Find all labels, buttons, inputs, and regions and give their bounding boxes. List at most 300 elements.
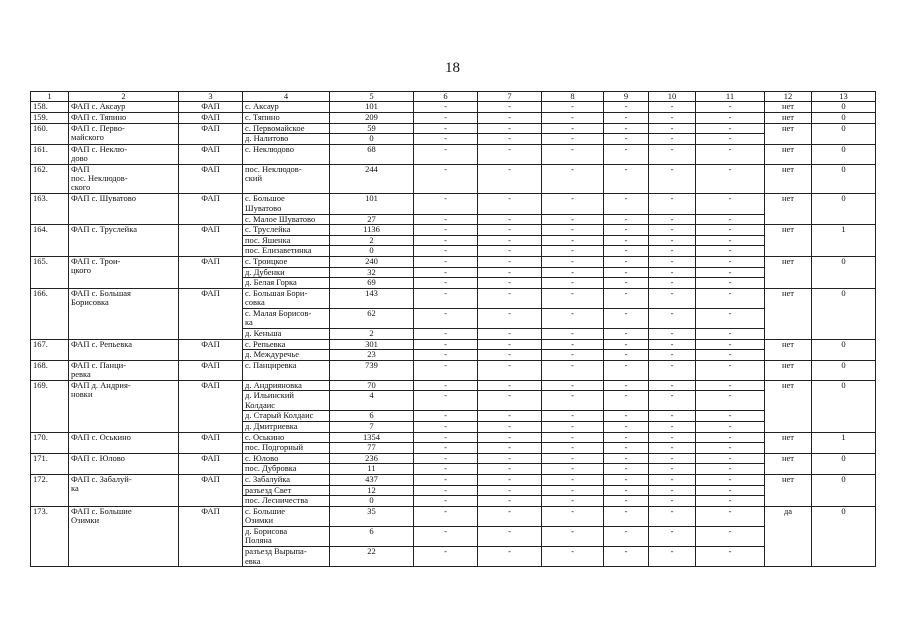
population: 6 [330, 527, 414, 547]
settlement-name: разъезд Свет [243, 485, 330, 496]
dash-cell: - [414, 485, 478, 496]
settlement-name: с. Забалуйка [243, 475, 330, 486]
dash-cell: - [542, 288, 604, 308]
dash-cell: - [604, 288, 649, 308]
dash-cell: - [649, 391, 696, 411]
dash-cell: - [542, 278, 604, 289]
dash-cell: - [478, 144, 542, 164]
dash-cell: - [478, 102, 542, 113]
dash-cell: - [604, 453, 649, 464]
table-row [31, 164, 876, 194]
dash-cell: - [696, 422, 765, 433]
dash-cell: - [414, 380, 478, 391]
dash-cell: - [604, 350, 649, 361]
dash-cell: - [542, 380, 604, 391]
dash-cell: - [649, 235, 696, 246]
population: 0 [330, 134, 414, 145]
dash-cell: - [478, 134, 542, 145]
fap-name: ФАП с. Большая Борисовка [69, 288, 179, 339]
population: 437 [330, 475, 414, 486]
dash-cell: - [414, 453, 478, 464]
dash-cell: - [649, 547, 696, 567]
dash-cell: - [696, 164, 765, 194]
dash-cell: - [542, 411, 604, 422]
population: 101 [330, 194, 414, 214]
column-13-value: 0 [812, 360, 876, 380]
population: 22 [330, 547, 414, 567]
dash-cell: - [542, 360, 604, 380]
dash-cell: - [696, 360, 765, 380]
column-12-value: нет [765, 194, 812, 225]
settlement-name: с. Большое Шуватово [243, 194, 330, 214]
population: 244 [330, 164, 414, 194]
row-number: 163. [31, 194, 69, 225]
dash-cell: - [542, 123, 604, 134]
dash-cell: - [414, 527, 478, 547]
column-12-value: нет [765, 380, 812, 432]
dash-cell: - [604, 235, 649, 246]
facility-type: ФАП [179, 475, 243, 507]
dash-cell: - [478, 350, 542, 361]
population: 68 [330, 144, 414, 164]
dash-cell: - [696, 475, 765, 486]
table-row [31, 380, 876, 391]
facility-type: ФАП [179, 380, 243, 432]
dash-cell: - [542, 506, 604, 526]
column-header: 9 [604, 92, 649, 102]
dash-cell: - [696, 288, 765, 308]
dash-cell: - [414, 288, 478, 308]
dash-cell: - [478, 113, 542, 124]
column-12-value: нет [765, 144, 812, 164]
dash-cell: - [649, 267, 696, 278]
dash-cell: - [649, 225, 696, 236]
dash-cell: - [604, 411, 649, 422]
dash-cell: - [414, 134, 478, 145]
dash-cell: - [696, 134, 765, 145]
dash-cell: - [696, 214, 765, 225]
row-number: 173. [31, 506, 69, 567]
population: 2 [330, 329, 414, 340]
settlement-name: д. Дмитриевка [243, 422, 330, 433]
dash-cell: - [542, 235, 604, 246]
dash-cell: - [414, 391, 478, 411]
dash-cell: - [649, 214, 696, 225]
facility-type: ФАП [179, 432, 243, 453]
dash-cell: - [696, 350, 765, 361]
table-row [31, 102, 876, 113]
dash-cell: - [696, 411, 765, 422]
dash-cell: - [478, 453, 542, 464]
table-body [31, 92, 876, 567]
facility-type: ФАП [179, 102, 243, 113]
settlement-name: пос. Неклюдов- ский [243, 164, 330, 194]
population: 209 [330, 113, 414, 124]
dash-cell: - [696, 506, 765, 526]
dash-cell: - [649, 256, 696, 267]
column-header: 11 [696, 92, 765, 102]
dash-cell: - [542, 113, 604, 124]
dash-cell: - [696, 278, 765, 289]
settlement-name: разъезд Вырыпа- евка [243, 547, 330, 567]
dash-cell: - [604, 134, 649, 145]
dash-cell: - [649, 464, 696, 475]
column-13-value: 0 [812, 288, 876, 339]
population: 6 [330, 411, 414, 422]
dash-cell: - [696, 527, 765, 547]
dash-cell: - [696, 113, 765, 124]
facility-type: ФАП [179, 194, 243, 225]
settlement-name: с. Большие Озимки [243, 506, 330, 526]
dash-cell: - [542, 102, 604, 113]
table-row [31, 453, 876, 464]
dash-cell: - [542, 485, 604, 496]
population: 12 [330, 485, 414, 496]
dash-cell: - [542, 443, 604, 454]
dash-cell: - [478, 278, 542, 289]
dash-cell: - [604, 102, 649, 113]
dash-cell: - [604, 496, 649, 507]
dash-cell: - [604, 256, 649, 267]
settlement-name: д. Налитово [243, 134, 330, 145]
dash-cell: - [542, 422, 604, 433]
dash-cell: - [478, 506, 542, 526]
dash-cell: - [604, 485, 649, 496]
dash-cell: - [696, 453, 765, 464]
dash-cell: - [696, 485, 765, 496]
fap-name: ФАП с. Оськино [69, 432, 179, 453]
dash-cell: - [649, 527, 696, 547]
column-header: 2 [69, 92, 179, 102]
dash-cell: - [604, 308, 649, 328]
dash-cell: - [542, 527, 604, 547]
row-number: 170. [31, 432, 69, 453]
column-13-value: 1 [812, 225, 876, 257]
dash-cell: - [696, 547, 765, 567]
dash-cell: - [604, 547, 649, 567]
dash-cell: - [478, 475, 542, 486]
column-13-value: 0 [812, 144, 876, 164]
column-13-value: 0 [812, 506, 876, 567]
dash-cell: - [414, 350, 478, 361]
column-13-value: 0 [812, 380, 876, 432]
dash-cell: - [696, 308, 765, 328]
row-number: 160. [31, 123, 69, 144]
row-number: 166. [31, 288, 69, 339]
table-row [31, 475, 876, 486]
population: 4 [330, 391, 414, 411]
header-row [31, 92, 876, 102]
dash-cell: - [604, 391, 649, 411]
fap-name: ФАП д. Андрия- новки [69, 380, 179, 432]
dash-cell: - [414, 123, 478, 134]
settlement-name: д. Дубенки [243, 267, 330, 278]
dash-cell: - [542, 496, 604, 507]
column-13-value: 0 [812, 102, 876, 113]
settlement-name: с. Малая Борисов- ка [243, 308, 330, 328]
dash-cell: - [649, 288, 696, 308]
column-13-value: 0 [812, 256, 876, 288]
dash-cell: - [414, 214, 478, 225]
dash-cell: - [542, 194, 604, 214]
fap-name: ФАП с. Трои- цкого [69, 256, 179, 288]
table-row [31, 256, 876, 267]
settlement-name: с. Панциревка [243, 360, 330, 380]
settlement-name: д. Ильинский Колдаис [243, 391, 330, 411]
row-number: 167. [31, 339, 69, 360]
dash-cell: - [542, 547, 604, 567]
dash-cell: - [478, 527, 542, 547]
population: 301 [330, 339, 414, 350]
settlement-name: д. Междуречье [243, 350, 330, 361]
column-13-value: 0 [812, 194, 876, 225]
dash-cell: - [542, 144, 604, 164]
row-number: 172. [31, 475, 69, 507]
population: 77 [330, 443, 414, 454]
dash-cell: - [414, 464, 478, 475]
column-header: 1 [31, 92, 69, 102]
dash-cell: - [649, 506, 696, 526]
dash-cell: - [649, 164, 696, 194]
dash-cell: - [696, 235, 765, 246]
dash-cell: - [604, 464, 649, 475]
settlement-name: пос. Подгорный [243, 443, 330, 454]
population: 1136 [330, 225, 414, 236]
dash-cell: - [414, 278, 478, 289]
settlement-name: с. Большая Бори- совка [243, 288, 330, 308]
row-number: 162. [31, 164, 69, 194]
dash-cell: - [414, 194, 478, 214]
dash-cell: - [478, 235, 542, 246]
population: 0 [330, 246, 414, 257]
fap-name: ФАП с. Забалуй- ка [69, 475, 179, 507]
dash-cell: - [604, 360, 649, 380]
settlement-name: с. Аксаур [243, 102, 330, 113]
column-header: 4 [243, 92, 330, 102]
dash-cell: - [649, 134, 696, 145]
dash-cell: - [649, 475, 696, 486]
settlement-name: пос. Дубровка [243, 464, 330, 475]
dash-cell: - [696, 443, 765, 454]
dash-cell: - [604, 278, 649, 289]
dash-cell: - [414, 102, 478, 113]
dash-cell: - [414, 225, 478, 236]
population: 101 [330, 102, 414, 113]
fap-name: ФАП с. Тяпино [69, 113, 179, 124]
dash-cell: - [696, 329, 765, 340]
fap-name: ФАП с. Шуватово [69, 194, 179, 225]
dash-cell: - [604, 432, 649, 443]
dash-cell: - [542, 256, 604, 267]
column-12-value: нет [765, 288, 812, 339]
dash-cell: - [478, 123, 542, 134]
fap-name: ФАП с. Труслейка [69, 225, 179, 257]
table-row [31, 360, 876, 380]
facility-type: ФАП [179, 453, 243, 474]
dash-cell: - [649, 422, 696, 433]
row-number: 171. [31, 453, 69, 474]
fap-name: ФАП с. Перво- майского [69, 123, 179, 144]
settlement-name: с. Первомайское [243, 123, 330, 134]
population: 35 [330, 506, 414, 526]
dash-cell: - [649, 246, 696, 257]
row-number: 165. [31, 256, 69, 288]
settlement-name: д. Кеньша [243, 329, 330, 340]
column-12-value: нет [765, 123, 812, 144]
facility-type: ФАП [179, 506, 243, 567]
dash-cell: - [414, 475, 478, 486]
dash-cell: - [414, 235, 478, 246]
settlement-name: с. Малое Шуватово [243, 214, 330, 225]
fap-name: ФАП с. Большие Озимки [69, 506, 179, 567]
column-header: 5 [330, 92, 414, 102]
dash-cell: - [604, 527, 649, 547]
dash-cell: - [696, 225, 765, 236]
dash-cell: - [604, 339, 649, 350]
dash-cell: - [649, 485, 696, 496]
column-header: 6 [414, 92, 478, 102]
dash-cell: - [542, 464, 604, 475]
dash-cell: - [478, 432, 542, 443]
settlement-name: пос. Елизаветинка [243, 246, 330, 257]
dash-cell: - [414, 246, 478, 257]
dash-cell: - [649, 308, 696, 328]
column-13-value: 1 [812, 432, 876, 453]
column-12-value: нет [765, 225, 812, 257]
dash-cell: - [604, 164, 649, 194]
dash-cell: - [414, 164, 478, 194]
column-header: 10 [649, 92, 696, 102]
population: 0 [330, 496, 414, 507]
dash-cell: - [649, 102, 696, 113]
dash-cell: - [604, 380, 649, 391]
population: 240 [330, 256, 414, 267]
settlement-name: с. Тяпино [243, 113, 330, 124]
dash-cell: - [414, 329, 478, 340]
facility-type: ФАП [179, 144, 243, 164]
dash-cell: - [604, 144, 649, 164]
dash-cell: - [649, 360, 696, 380]
population: 27 [330, 214, 414, 225]
dash-cell: - [414, 547, 478, 567]
fap-name: ФАП с. Репьевка [69, 339, 179, 360]
population: 62 [330, 308, 414, 328]
dash-cell: - [604, 214, 649, 225]
dash-cell: - [649, 380, 696, 391]
dash-cell: - [649, 144, 696, 164]
dash-cell: - [696, 380, 765, 391]
column-header: 13 [812, 92, 876, 102]
column-12-value: нет [765, 475, 812, 507]
dash-cell: - [696, 102, 765, 113]
column-12-value: нет [765, 432, 812, 453]
row-number: 161. [31, 144, 69, 164]
dash-cell: - [604, 506, 649, 526]
dash-cell: - [542, 246, 604, 257]
dash-cell: - [478, 267, 542, 278]
fap-name: ФАП с. Аксаур [69, 102, 179, 113]
page-number: 18 [445, 60, 460, 76]
settlement-name: д. Старый Колдаис [243, 411, 330, 422]
dash-cell: - [478, 329, 542, 340]
column-13-value: 0 [812, 164, 876, 194]
fap-name: ФАП с. Юлово [69, 453, 179, 474]
population: 7 [330, 422, 414, 433]
dash-cell: - [696, 256, 765, 267]
dash-cell: - [604, 194, 649, 214]
dash-cell: - [696, 464, 765, 475]
row-number: 168. [31, 360, 69, 380]
table-row [31, 194, 876, 214]
dash-cell: - [649, 453, 696, 464]
column-13-value: 0 [812, 475, 876, 507]
dash-cell: - [649, 329, 696, 340]
dash-cell: - [542, 164, 604, 194]
dash-cell: - [414, 267, 478, 278]
dash-cell: - [542, 214, 604, 225]
dash-cell: - [696, 246, 765, 257]
dash-cell: - [604, 123, 649, 134]
population: 1354 [330, 432, 414, 443]
dash-cell: - [478, 391, 542, 411]
dash-cell: - [542, 308, 604, 328]
column-13-value: 0 [812, 113, 876, 124]
population: 236 [330, 453, 414, 464]
dash-cell: - [478, 246, 542, 257]
facility-type: ФАП [179, 113, 243, 124]
settlement-name: с. Оськино [243, 432, 330, 443]
dash-cell: - [696, 391, 765, 411]
column-13-value: 0 [812, 123, 876, 144]
dash-cell: - [414, 422, 478, 433]
population: 23 [330, 350, 414, 361]
dash-cell: - [478, 288, 542, 308]
dash-cell: - [649, 123, 696, 134]
dash-cell: - [604, 267, 649, 278]
dash-cell: - [604, 475, 649, 486]
dash-cell: - [696, 339, 765, 350]
dash-cell: - [478, 422, 542, 433]
column-header: 3 [179, 92, 243, 102]
column-12-value: нет [765, 256, 812, 288]
dash-cell: - [414, 339, 478, 350]
population: 143 [330, 288, 414, 308]
dash-cell: - [542, 267, 604, 278]
table-row [31, 225, 876, 236]
dash-cell: - [478, 485, 542, 496]
row-number: 159. [31, 113, 69, 124]
column-12-value: нет [765, 339, 812, 360]
dash-cell: - [414, 443, 478, 454]
fap-name: ФАП с. Неклю- дово [69, 144, 179, 164]
dash-cell: - [478, 164, 542, 194]
dash-cell: - [604, 225, 649, 236]
settlement-name: д. Андрияновка [243, 380, 330, 391]
fap-table [30, 91, 876, 567]
dash-cell: - [478, 339, 542, 350]
row-number: 164. [31, 225, 69, 257]
dash-cell: - [478, 308, 542, 328]
dash-cell: - [649, 496, 696, 507]
settlement-name: с. Труслейка [243, 225, 330, 236]
dash-cell: - [414, 256, 478, 267]
dash-cell: - [649, 350, 696, 361]
dash-cell: - [478, 496, 542, 507]
dash-cell: - [542, 225, 604, 236]
dash-cell: - [478, 360, 542, 380]
dash-cell: - [696, 432, 765, 443]
dash-cell: - [696, 194, 765, 214]
